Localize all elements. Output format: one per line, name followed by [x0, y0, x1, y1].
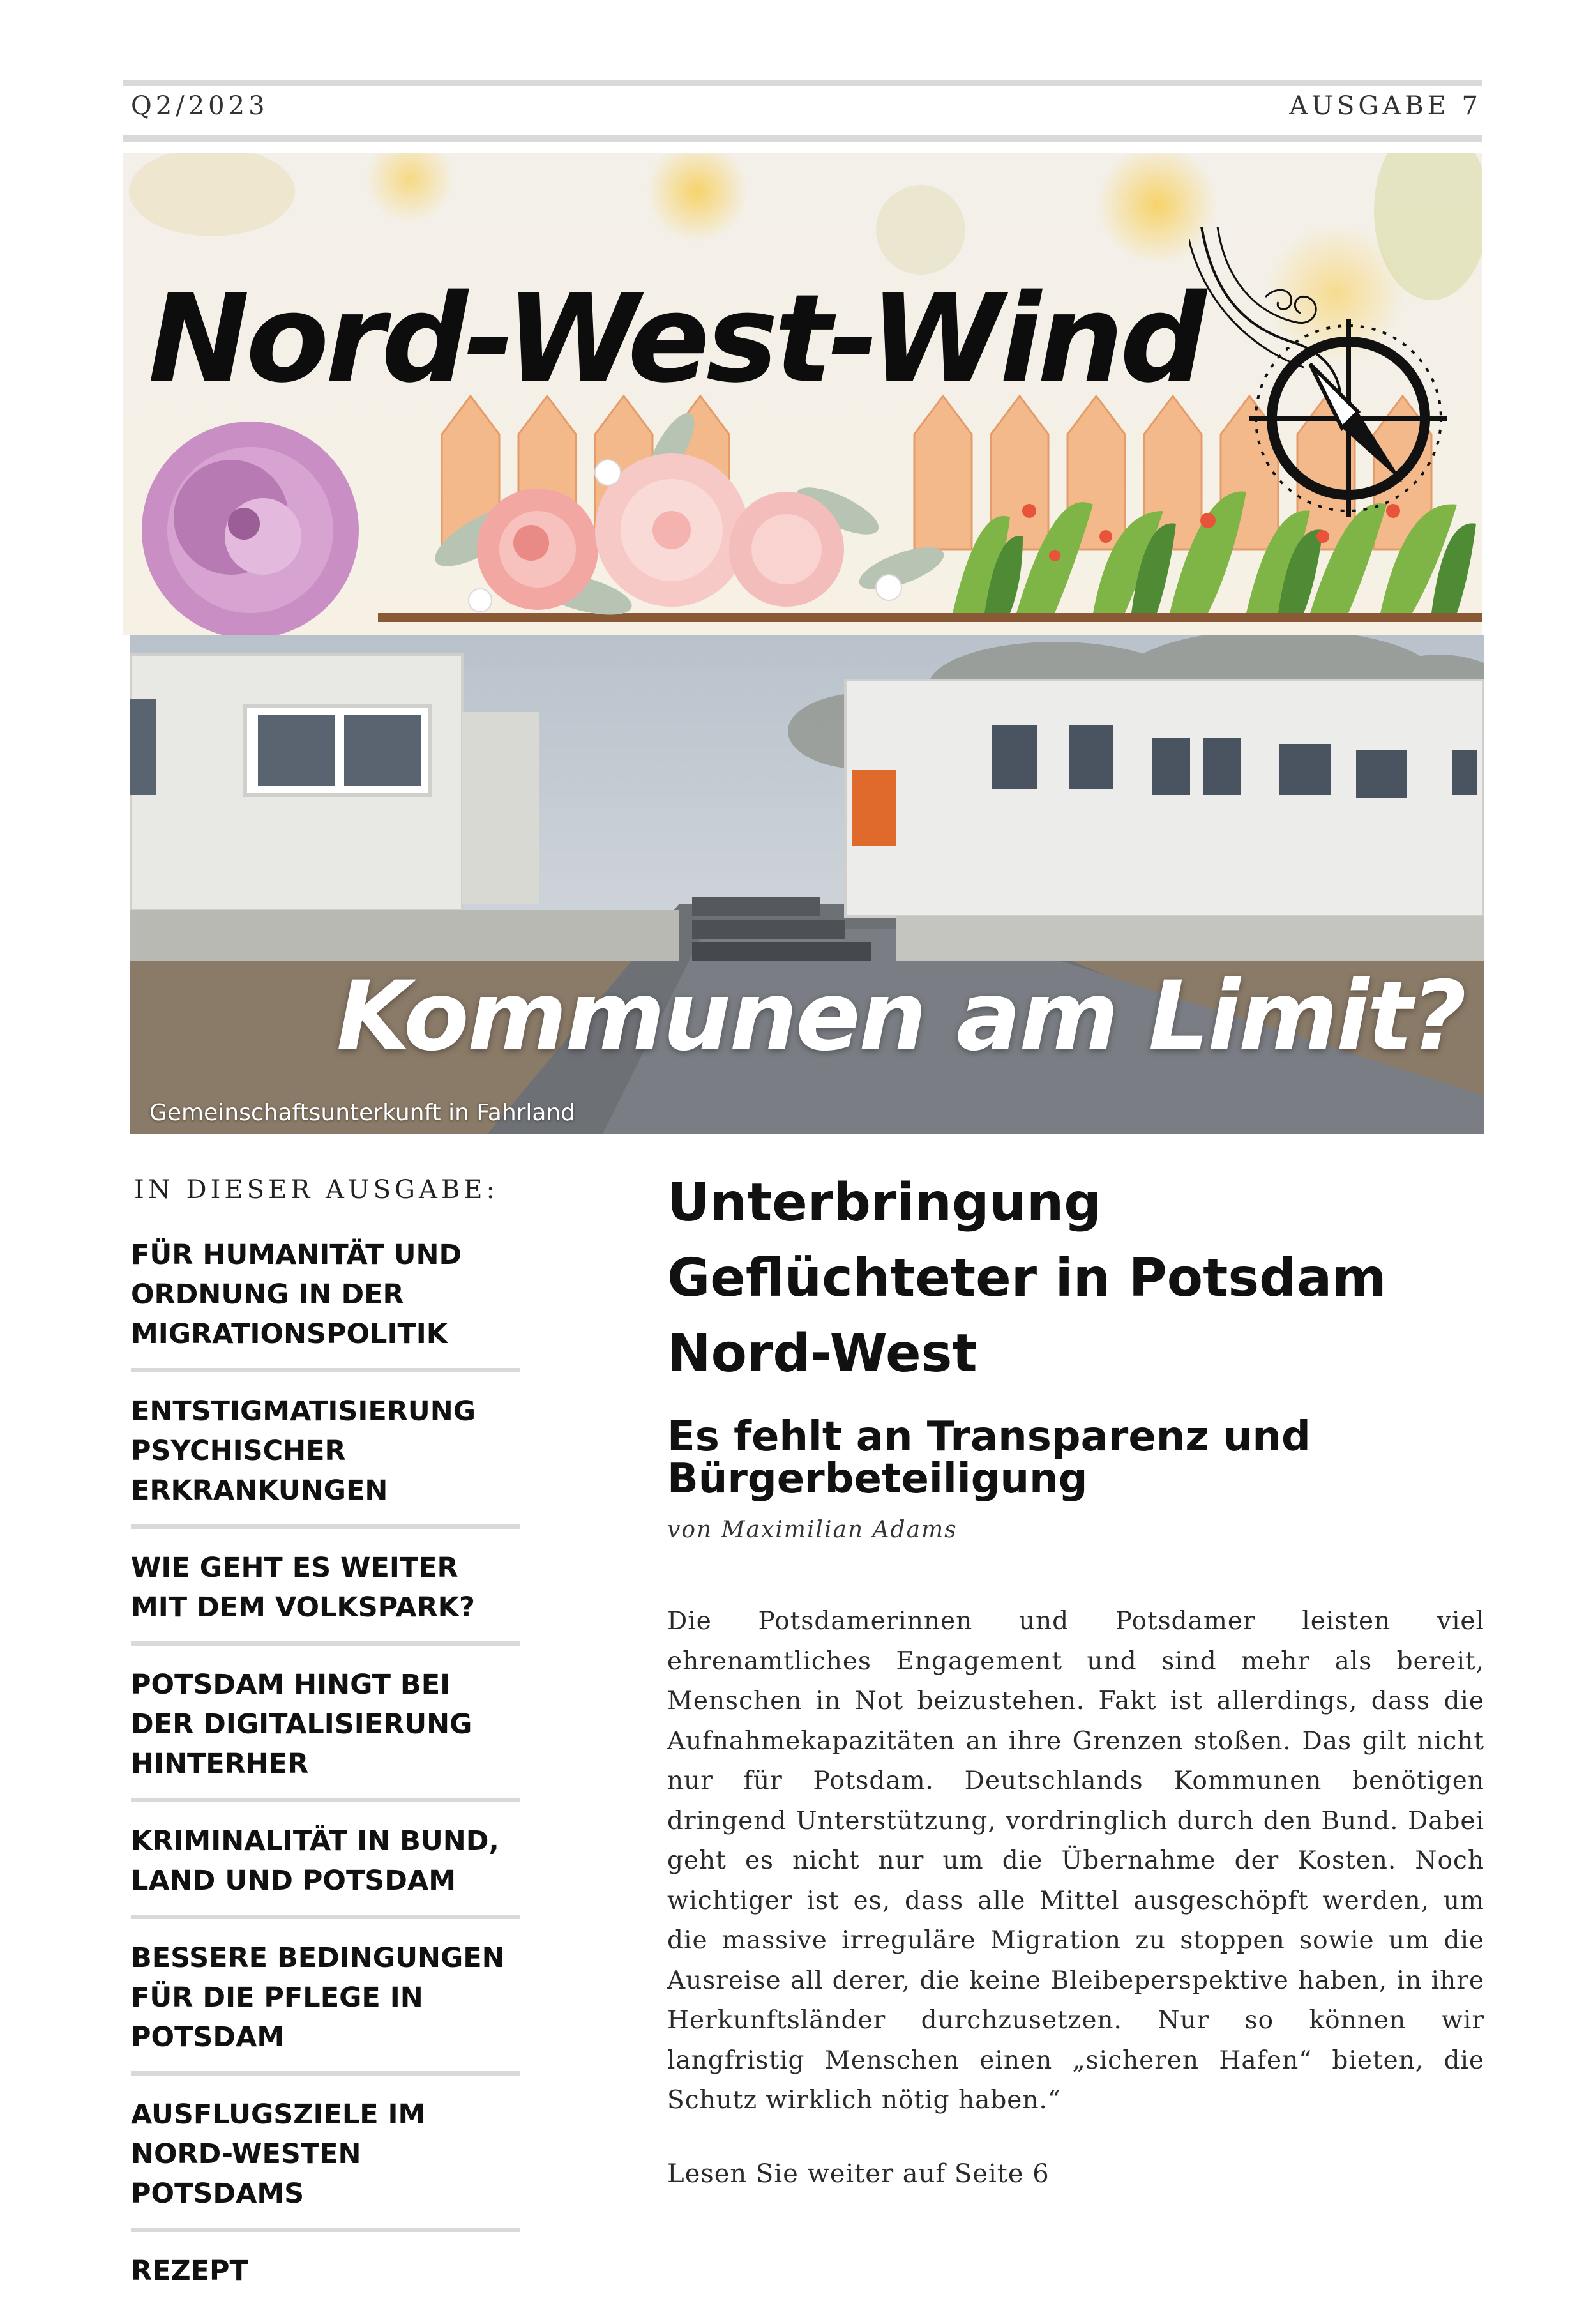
article-byline: von Maximilian Adams: [667, 1517, 958, 1543]
toc-item: REZEPT: [131, 2255, 248, 2287]
lead-article: [667, 1166, 1484, 2189]
header-rule-top: [123, 80, 1482, 86]
photo-caption: Gemeinschaftsunterkunft in Fahrland: [149, 1100, 576, 1126]
header-rule-bottom: [123, 135, 1482, 142]
compass-icon: [1189, 227, 1470, 520]
article-subheadline: Es fehlt an Transparenz und Bürgerbeteiligung: [667, 1413, 1311, 1503]
toc-item: POTSDAM HINGT BEI DER DIGITALISIERUNG HINTERHER: [131, 1665, 520, 1802]
article-headline: Unterbringung Geflüchteter in Potsdam Nord-West: [667, 1173, 1387, 1384]
issue-date: Q2/2023: [131, 91, 269, 121]
masthead-banner: [123, 153, 1482, 635]
table-of-contents: [131, 1175, 520, 2324]
cover-photo: [130, 635, 1484, 1134]
toc-item: WIE GEHT ES WEITER MIT DEM VOLKSPARK?: [131, 1548, 520, 1646]
cover-headline: Kommunen am Limit?: [336, 961, 1465, 1072]
toc-item: ENTSTIGMATISIERUNG PSYCHISCHER ERKRANKUNGEN: [131, 1392, 520, 1529]
toc-item: AUSFLUGSZIELE IM NORD-WESTEN POTSDAMS: [131, 2095, 520, 2232]
continue-reading-note: Lesen Sie weiter auf Seite 6: [667, 2159, 1050, 2189]
toc-list: [131, 1235, 520, 2305]
toc-heading: IN DIESER AUSGABE:: [134, 1175, 499, 1204]
article-body: Die Potsdamerinnen und Potsdamer leisten viel ehrenamtliches Engagement und sind mehr als bereit, Menschen in Not beizustehen. Fakt ist allerdings, dass die Aufnahmekapazitäten an ihre Grenzen stoßen. Das gilt nicht nur für Potsdam. Deutschlands Kommunen benötigen dringend Unterstützung, vordringlich durch den Bund. Dabei geht es nicht nur um die Übernahme der Kosten. Noch wichtiger ist es, dass alle Mittel ausgeschöpft werden, um die massive irreguläre Migration zu stoppen sowie um die Ausreise all derer, die keine Bleibeperspektive haben, in ihre Herkunftsländer durchzusetzen. Nur so können wir langfristig Menschen einen „sicheren Hafen“ bieten, die Schutz wirklich nötig haben.“: [667, 1607, 1484, 2115]
issue-number: AUSGABE 7: [1289, 91, 1482, 121]
masthead-title: Nord-West-Wind: [148, 268, 1203, 409]
toc-item: BESSERE BEDINGUNGEN FÜR DIE PFLEGE IN POTSDAM: [131, 1938, 520, 2076]
toc-item: KRIMINALITÄT IN BUND, LAND UND POTSDAM: [131, 1821, 520, 1919]
toc-item: FÜR HUMANITÄT UND ORDNUNG IN DER MIGRATIONSPOLITIK: [131, 1235, 520, 1372]
